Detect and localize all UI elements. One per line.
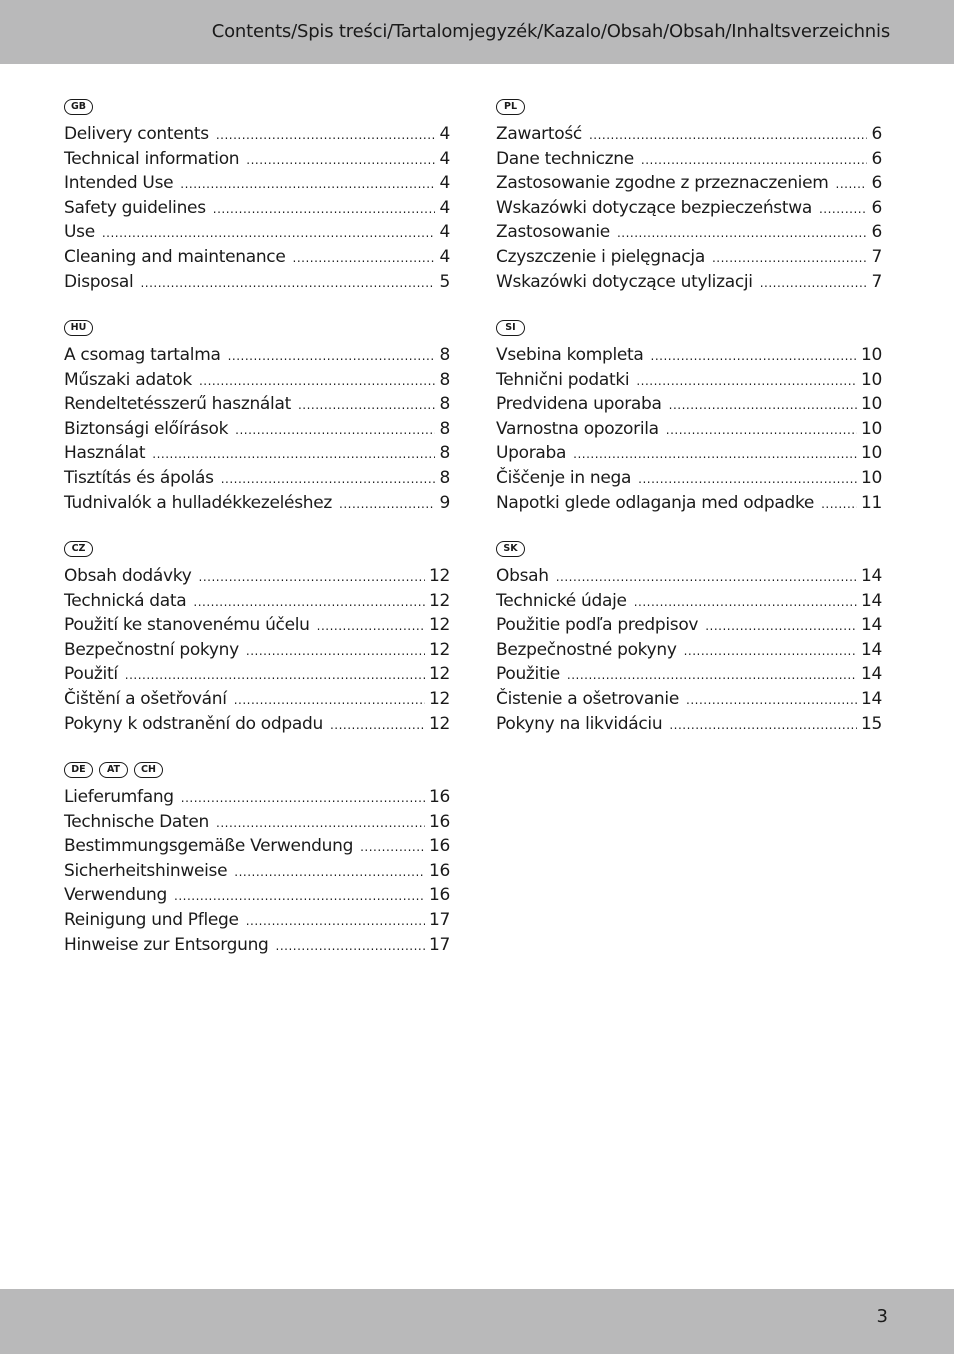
dot-leader	[246, 639, 425, 664]
toc-entry-title: Vsebina kompleta	[496, 345, 644, 365]
dot-leader	[174, 884, 425, 909]
dot-leader	[234, 860, 425, 885]
toc-entry[interactable]	[496, 220, 882, 245]
toc-entry[interactable]	[64, 613, 450, 638]
toc-entry-title: Bestimmungsgemäße Verwendung	[64, 836, 354, 857]
dot-leader	[556, 565, 857, 590]
language-badges	[64, 96, 450, 118]
toc-entry[interactable]	[64, 908, 450, 933]
dot-leader	[636, 369, 857, 394]
dot-leader	[180, 172, 435, 197]
toc-entry-page: 12	[428, 566, 450, 586]
toc-entry[interactable]	[496, 491, 882, 516]
page-number: 3	[876, 1306, 888, 1327]
toc-entry-page: 10	[860, 467, 882, 488]
dot-leader	[152, 442, 435, 467]
toc-entry-page: 10	[860, 443, 882, 464]
toc-entry-page: 17	[428, 934, 450, 955]
dot-leader	[589, 123, 868, 148]
toc-entry-title: Obsah	[496, 566, 549, 586]
toc-section	[64, 759, 450, 957]
toc-entry[interactable]	[64, 638, 450, 663]
toc-entry-page: 8	[439, 345, 450, 365]
language-badge: SK	[496, 541, 525, 557]
toc-entry-title: Dane techniczne	[496, 148, 634, 169]
toc-entry-page: 7	[871, 246, 882, 267]
toc-entry-page: 10	[860, 394, 882, 415]
toc-entry[interactable]	[496, 466, 882, 491]
dot-leader	[234, 688, 425, 713]
toc-entry-title: Obsah dodávky	[64, 566, 192, 586]
toc-entry-page: 16	[428, 885, 450, 906]
toc-entry[interactable]	[64, 589, 450, 614]
toc-entry[interactable]	[64, 662, 450, 687]
toc-entry-title: Biztonsági előírások	[64, 418, 229, 439]
dot-leader	[293, 246, 436, 271]
dot-leader	[102, 221, 436, 246]
toc-entry-title: Použití	[64, 664, 118, 685]
toc-entry[interactable]	[496, 613, 882, 638]
dot-leader	[651, 344, 857, 369]
dot-leader	[686, 688, 857, 713]
toc-entry-title: Technická data	[64, 590, 187, 611]
toc-entry-title: Bezpečnostní pokyny	[64, 639, 239, 660]
toc-entry[interactable]	[496, 662, 882, 687]
language-badge: CH	[134, 762, 163, 778]
toc-entry-page: 8	[439, 443, 450, 464]
toc-entry[interactable]	[496, 638, 882, 663]
toc-entry-title: Use	[64, 222, 95, 243]
toc-entry[interactable]	[64, 392, 450, 417]
toc-entry-title: Použitie podľa predpisov	[496, 615, 699, 636]
toc-entry-title: Čištění a ošetřování	[64, 688, 227, 709]
toc-entry[interactable]	[64, 417, 450, 442]
toc-entry-page: 16	[428, 787, 450, 807]
toc-section	[496, 317, 882, 515]
toc-entry-page: 14	[860, 688, 882, 709]
toc-entry-title: Tehnični podatki	[496, 369, 630, 390]
toc-entry-page: 8	[439, 369, 450, 390]
toc-entry[interactable]	[64, 171, 450, 196]
dot-leader	[634, 590, 857, 615]
toc-entry[interactable]	[496, 392, 882, 417]
toc-entry[interactable]	[64, 245, 450, 270]
toc-entry[interactable]	[64, 441, 450, 466]
toc-entry-page: 11	[860, 492, 882, 513]
dot-leader	[669, 393, 857, 418]
toc-entry[interactable]	[64, 343, 450, 368]
toc-entry-page: 6	[871, 148, 882, 169]
toc-entry-page: 10	[860, 345, 882, 365]
toc-entry-title: Lieferumfang	[64, 787, 174, 807]
dot-leader	[573, 442, 857, 467]
toc-section	[496, 538, 882, 736]
toc-entry-title: Safety guidelines	[64, 197, 206, 218]
toc-entry-title: Zawartość	[496, 124, 582, 144]
toc-entry[interactable]	[64, 466, 450, 491]
toc-entry-page: 9	[439, 492, 450, 513]
language-badges	[64, 317, 450, 339]
toc-entry-title: Bezpečnostné pokyny	[496, 639, 677, 660]
dot-leader	[193, 590, 425, 615]
header-bar	[0, 0, 954, 64]
toc-entry-page: 14	[860, 590, 882, 611]
toc-entry-page: 16	[428, 811, 450, 832]
toc-entry-page: 14	[860, 566, 882, 586]
toc-entry-title: Napotki glede odlaganja med odpadke	[496, 492, 815, 513]
toc-entry-title: Technické údaje	[496, 590, 627, 611]
toc-entry-title: Hinweise zur Entsorgung	[64, 934, 269, 955]
dot-leader	[276, 934, 425, 959]
dot-leader	[821, 492, 857, 517]
toc-entry-title: Tudnivalók a hulladékkezeléshez	[64, 492, 333, 513]
toc-entry[interactable]	[64, 122, 450, 147]
toc-entry-title: Reinigung und Pflege	[64, 909, 239, 930]
toc-entry-page: 14	[860, 615, 882, 636]
dot-leader	[819, 197, 868, 222]
dot-leader	[684, 639, 857, 664]
toc-entry[interactable]	[496, 441, 882, 466]
toc-entry-page: 17	[428, 909, 450, 930]
toc-entry[interactable]	[64, 883, 450, 908]
toc-entry[interactable]	[64, 712, 450, 737]
toc-entry[interactable]	[496, 687, 882, 712]
toc-entry-title: Disposal	[64, 271, 134, 292]
toc-entry[interactable]	[64, 368, 450, 393]
dot-leader	[339, 492, 435, 517]
toc-entry-page: 15	[860, 713, 882, 734]
toc-entry[interactable]	[496, 417, 882, 442]
language-badge: DE	[64, 762, 93, 778]
toc-entry[interactable]	[496, 270, 882, 295]
toc-entry-page: 4	[439, 222, 450, 243]
toc-entry-page: 10	[860, 418, 882, 439]
toc-entry-title: Technische Daten	[64, 811, 210, 832]
page-title: Contents/Spis treści/Tartalomjegyzék/Kazalo/Obsah/Obsah/Inhaltsverzeichnis	[211, 21, 890, 42]
dot-leader	[760, 271, 868, 296]
dot-leader	[199, 369, 436, 394]
dot-leader	[641, 148, 868, 173]
toc-entry-page: 4	[439, 173, 450, 194]
dot-leader	[181, 786, 425, 811]
dot-leader	[298, 393, 436, 418]
dot-leader	[567, 663, 857, 688]
toc-entry-title: Uporaba	[496, 443, 567, 464]
toc-entry-page: 12	[428, 713, 450, 734]
language-badge: AT	[99, 762, 128, 778]
toc-entry-page: 4	[439, 197, 450, 218]
toc-entry-title: Zastosowanie	[496, 222, 610, 243]
toc-entry-page: 10	[860, 369, 882, 390]
toc-entry-page: 8	[439, 394, 450, 415]
toc-entry-title: Műszaki adatok	[64, 369, 192, 390]
dot-leader	[216, 811, 425, 836]
dot-leader	[617, 221, 868, 246]
toc-entry[interactable]	[64, 196, 450, 221]
dot-leader	[317, 614, 425, 639]
toc-entry-page: 8	[439, 418, 450, 439]
toc-entry-title: Cleaning and maintenance	[64, 246, 286, 267]
toc-entry[interactable]	[496, 147, 882, 172]
toc-entry-title: Čistenie a ošetrovanie	[496, 688, 679, 709]
toc-section	[496, 96, 882, 294]
toc-entry-title: Tisztítás és ápolás	[64, 467, 214, 488]
toc-entry-page: 6	[871, 222, 882, 243]
language-badge: PL	[496, 99, 525, 115]
language-badge: SI	[496, 320, 525, 336]
toc-entry-page: 6	[871, 173, 882, 194]
toc-entry[interactable]	[64, 491, 450, 516]
toc-entry[interactable]	[496, 712, 882, 737]
dot-leader	[216, 123, 436, 148]
toc-entry[interactable]	[64, 147, 450, 172]
dot-leader	[666, 418, 857, 443]
dot-leader	[836, 172, 868, 197]
language-badges	[64, 538, 450, 560]
toc-entry[interactable]	[64, 810, 450, 835]
language-badges	[64, 759, 450, 781]
toc-entry-title: Intended Use	[64, 173, 174, 194]
dot-leader	[228, 344, 436, 369]
toc-entry-page: 8	[439, 467, 450, 488]
dot-leader	[705, 614, 857, 639]
toc-entry-title: Czyszczenie i pielęgnacja	[496, 246, 705, 267]
footer-bar	[0, 1289, 954, 1354]
toc-entry-title: Rendeltetésszerű használat	[64, 394, 291, 415]
dot-leader	[235, 418, 435, 443]
toc-entry-page: 16	[428, 836, 450, 857]
toc-entry-title: Predvidena uporaba	[496, 394, 662, 415]
dot-leader	[213, 197, 436, 222]
dot-leader	[140, 271, 435, 296]
toc-entry-page: 16	[428, 860, 450, 881]
toc-entry-title: Pokyny na likvidáciu	[496, 713, 663, 734]
toc-entry-page: 5	[439, 271, 450, 292]
toc-entry[interactable]	[496, 171, 882, 196]
toc-entry-page: 12	[428, 688, 450, 709]
toc-entry-title: A csomag tartalma	[64, 345, 221, 365]
toc-entry-page: 14	[860, 664, 882, 685]
toc-entry-page: 6	[871, 197, 882, 218]
dot-leader	[221, 467, 436, 492]
toc-entry-title: Použití ke stanovenému účelu	[64, 615, 310, 636]
toc-entry-title: Használat	[64, 443, 146, 464]
toc-entry[interactable]	[64, 564, 450, 589]
toc-section	[64, 538, 450, 736]
toc-entry[interactable]	[64, 834, 450, 859]
toc-entry-page: 4	[439, 246, 450, 267]
toc-entry-title: Delivery contents	[64, 124, 209, 144]
dot-leader	[669, 713, 857, 738]
toc-entry-title: Verwendung	[64, 885, 168, 906]
dot-leader	[360, 835, 425, 860]
toc-entry-page: 7	[871, 271, 882, 292]
toc-entry[interactable]	[496, 245, 882, 270]
dot-leader	[712, 246, 867, 271]
toc-entry-title: Technical information	[64, 148, 240, 169]
toc-entry[interactable]	[64, 859, 450, 884]
toc-entry-title: Použitie	[496, 664, 560, 685]
toc-entry-page: 14	[860, 639, 882, 660]
toc-entry-page: 12	[428, 664, 450, 685]
language-badges	[496, 317, 882, 339]
toc-section	[64, 317, 450, 515]
toc-entry-page: 12	[428, 615, 450, 636]
toc-entry-title: Wskazówki dotyczące bezpieczeństwa	[496, 197, 812, 218]
toc-entry[interactable]	[496, 368, 882, 393]
toc-entry-title: Pokyny k odstranění do odpadu	[64, 713, 323, 734]
language-badge: HU	[64, 320, 93, 336]
language-badge: GB	[64, 99, 93, 115]
dot-leader	[246, 148, 435, 173]
toc-entry[interactable]	[64, 933, 450, 958]
toc-entry[interactable]	[496, 196, 882, 221]
toc-entry-page: 12	[428, 590, 450, 611]
dot-leader	[638, 467, 857, 492]
dot-leader	[246, 909, 425, 934]
toc-entry-title: Čiščenje in nega	[496, 467, 632, 488]
toc-entry[interactable]	[64, 785, 450, 810]
toc-entry[interactable]	[496, 343, 882, 368]
language-badge: CZ	[64, 541, 93, 557]
toc-entry[interactable]	[64, 270, 450, 295]
toc-entry[interactable]	[496, 564, 882, 589]
toc-entry[interactable]	[64, 220, 450, 245]
toc-entry-page: 6	[871, 124, 882, 144]
toc-entry-title: Wskazówki dotyczące utylizacji	[496, 271, 753, 292]
language-badges	[496, 538, 882, 560]
dot-leader	[125, 663, 425, 688]
toc-entry-title: Varnostna opozorila	[496, 418, 659, 439]
toc-entry[interactable]	[64, 687, 450, 712]
dot-leader	[330, 713, 425, 738]
toc-entry-title: Sicherheitshinweise	[64, 860, 228, 881]
toc-entry-title: Zastosowanie zgodne z przeznaczeniem	[496, 173, 829, 194]
toc-entry[interactable]	[496, 122, 882, 147]
toc-entry-page: 4	[439, 124, 450, 144]
toc-entry[interactable]	[496, 589, 882, 614]
language-badges	[496, 96, 882, 118]
toc-entry-page: 4	[439, 148, 450, 169]
dot-leader	[199, 565, 425, 590]
toc-section	[64, 96, 450, 294]
toc-entry-page: 12	[428, 639, 450, 660]
